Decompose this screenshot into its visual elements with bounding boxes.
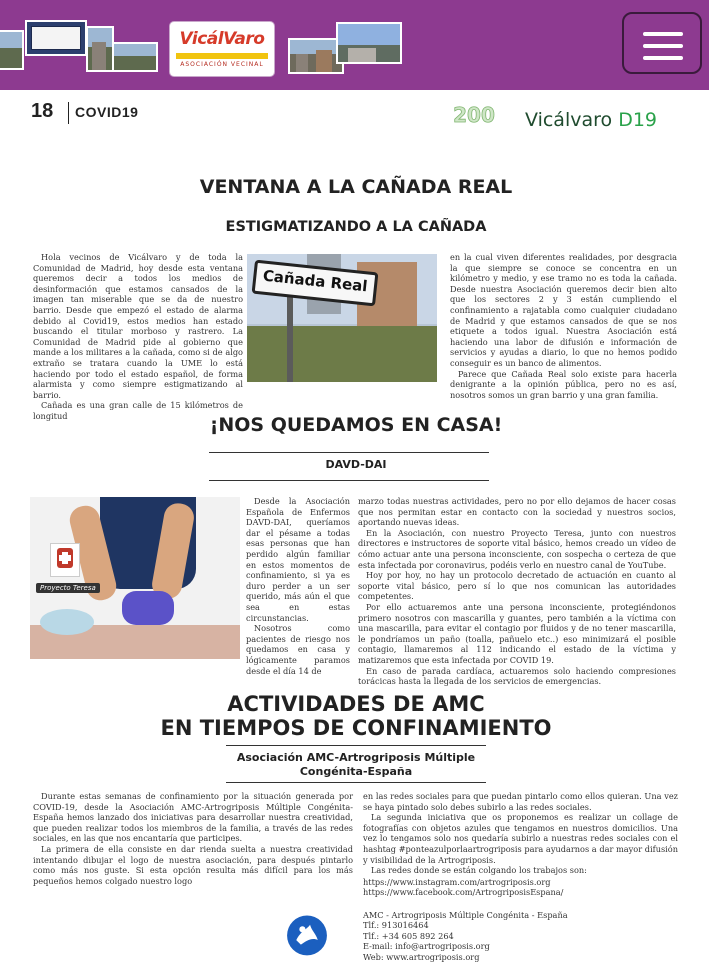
article1-column-right bbox=[450, 252, 677, 400]
banner-photo-street-sign bbox=[25, 20, 87, 56]
header-divider bbox=[68, 102, 69, 124]
paragraph: En caso de parada cardíaca, actuaremos solo haciendo compresiones torácicas hasta la llegada de los servicios de emergencias. bbox=[358, 665, 676, 687]
contact-email: E-mail: info@artrogriposis.org bbox=[363, 941, 490, 952]
article2-subtitle: DAVD-DAI bbox=[325, 458, 387, 471]
article1-column-left bbox=[33, 252, 243, 422]
contact-name: AMC - Artrogriposis Múltiple Congénita - España bbox=[363, 910, 568, 920]
paragraph: marzo todas nuestras actividades, pero no por ello dejamos de hacer cosas que nos permitan estar en contacto con la sociedad y nuestros socios, aportando nuevas ideas. bbox=[358, 496, 676, 528]
article2-rule-top bbox=[209, 452, 489, 453]
photo-caption: Proyecto Teresa bbox=[36, 583, 100, 593]
paragraph: La primera de ella consiste en dar rienda suelta a nuestra creatividad intentando dibujar el logo de nuestra asociación, para después pintarlo como más nos guste. Si esta opción resulta más difícil para los más pequeños hemos colgado nuestro logo bbox=[33, 843, 353, 886]
banner-photo-4 bbox=[112, 42, 158, 72]
logo-subtitle: ASOCIACIÓN VECINAL bbox=[180, 61, 264, 68]
page-section: COVID19 bbox=[75, 104, 139, 120]
paragraph: en la cual viven diferentes realidades, por desgracia la que siempre se conoce se concentra en un kilómetro y medio, y ese tramo no es toda la cañada. Desde nuestra Asociación queremos decir bien alto que los sectores 2 y 3 están cumpliendo el confinamiento a rajatabla como cualquier ciudadano de Madrid y que estamos cansados de que se nos etiquete a todos igual. Nuestra Asociación está haciendo una labor de difusión e información de servicios y ayudas a diario, lo que no hemos podido conseguir es un banco de alimentos. bbox=[450, 252, 677, 368]
paragraph: Por ello actuaremos ante una persona inconsciente, protegiéndonos primero nosotros con mascarilla y guantes, pero también a la víctima con una mascarilla, para evitar el contagio por fluidos y de no tener mascarilla, le pondríamos un paño (toalla, pañuelo etc..) eso minimizará el posible contagio, llamaremos al 112 indicando el estado de la víctima y matizaremos que esta infectada por COVID 19. bbox=[358, 601, 676, 665]
cpr-training-photo bbox=[30, 497, 240, 659]
amc-logo bbox=[279, 914, 335, 960]
paragraph: Hola vecinos de Vicálvaro y de toda la Comunidad de Madrid, hoy desde esta ventana queremos decir a todos los medios de desinformación que estamos cansados de la imagen tan miserable que se da de nuestro barrio. Desde que empezó el estado de alarma debido al Covid19, estos medios han estado buscando el titular morboso y rastrero. La Comunidad de Madrid pide al gobierno que mande a los militares a la cañada, como si de algo extraño se tratara cuando la UME lo está haciendo por todo el estado español, de forma alarmista y como siempre estigmatizando al barrio. bbox=[33, 252, 243, 400]
banner-photo-1 bbox=[0, 30, 24, 70]
logo-title: VicálVaro bbox=[179, 29, 265, 49]
paragraph: en las redes sociales para que puedan pintarlo como ellos quieran. Una vez se haya pintado solo debes subirlo a las redes sociales. bbox=[363, 791, 678, 812]
masthead bbox=[525, 109, 657, 131]
paragraph: Durante estas semanas de confinamiento por la situación generada por COVID-19, desde la Asociación AMC-Artrogriposis Múltiple Congénita-España hemos lanzado dos iniciativas para desarrollar nuestra creatividad, que pueden realizar todos los miembros de la familia, a través de las redes sociales, en las que nos encantaría que participes. bbox=[33, 791, 353, 844]
page-number: 18 bbox=[31, 100, 54, 122]
canada-real-photo bbox=[247, 254, 437, 382]
paragraph: La segunda iniciativa que os proponemos es realizar un collage de fotografías con objetos azules que tengamos en nuestros domicilios. Una vez lo tengamos solo nos quedaría subirlo a nuestras redes sociales con el hashtag #ponteazulporlaartrogriposis para ayudarnos a dar mayor difusión y visibilidad de la Artrogriposis. bbox=[363, 812, 678, 865]
masthead-name: Vicálvaro bbox=[525, 109, 613, 131]
article3-title-line1: ACTIVIDADES DE AMC bbox=[227, 692, 485, 716]
top-banner bbox=[0, 0, 709, 90]
banner-photo-3 bbox=[86, 26, 114, 72]
article2-column-left bbox=[246, 496, 350, 676]
contact-phone-1: Tlf.: 913016464 bbox=[363, 920, 429, 931]
anniversary-badge bbox=[449, 100, 499, 130]
vicalvaro-logo[interactable] bbox=[170, 22, 274, 76]
article3-column-left bbox=[33, 791, 353, 886]
article3-title-line2: EN TIEMPOS DE CONFINAMIENTO bbox=[160, 716, 552, 740]
article2-title: ¡NOS QUEDAMOS EN CASA! bbox=[209, 414, 503, 436]
facebook-link[interactable]: https://www.facebook.com/ArtrogriposisEspana/ bbox=[363, 887, 564, 898]
newspaper-page bbox=[13, 92, 699, 960]
article1-title: VENTANA A LA CAÑADA REAL bbox=[199, 176, 513, 198]
hamburger-menu-button[interactable] bbox=[622, 12, 702, 74]
paragraph: Desde la Asociación Española de Enfermos DAVD-DAI, queríamos dar el pésame a todas esas personas que han perdido algún familiar en estos momentos de confinamiento, si ya es duro perder a un ser querido, más aún el que sea en estas circunstancias. bbox=[246, 496, 350, 623]
paragraph: En la Asociación, con nuestro Proyecto Teresa, junto con nuestros directores e instructores de soporte vital básico, hemos creado un vídeo de cómo actuar ante una persona inconsciente, con sospecha o certeza de que esta infectada por coronavirus, podéis verlo en nuestro canal de YouTube. bbox=[358, 527, 676, 570]
contact-web: Web: www.artrogriposis.org bbox=[363, 951, 480, 962]
contact-block bbox=[363, 910, 623, 962]
banner-photo-6 bbox=[336, 22, 402, 64]
article3-subtitle-line2: Congénita-España bbox=[299, 765, 413, 778]
contact-phone-2: Tlf.: +34 605 892 264 bbox=[363, 930, 454, 941]
anniversary-text: 200 bbox=[453, 103, 495, 127]
paragraph: Nosotros como pacientes de riesgo nos quedamos en casa y lógicamente paramos desde el día 14 de bbox=[246, 623, 350, 676]
street-sign-text: Cañada Real bbox=[262, 266, 369, 296]
paragraph: Hoy por hoy, no hay un protocolo decretado de actuación en cuanto al soporte vital básico, pero sí lo que nos comunican las autoridades competentes. bbox=[358, 570, 676, 602]
article3-column-right bbox=[363, 791, 678, 898]
paragraph: Las redes donde se están colgando los trabajos son: bbox=[371, 865, 587, 876]
article3-subtitle-line1: Asociación AMC-Artrogriposis Múltiple bbox=[236, 751, 476, 764]
paragraph: Cañada es una gran calle de 15 kilómetros de longitud bbox=[33, 400, 243, 421]
instagram-link[interactable]: https://www.instagram.com/artrogriposis.org bbox=[363, 876, 551, 887]
paragraph: Parece que Cañada Real solo existe para hacerla denigrante a la opinión pública, pero no es así, nosotros somos un gran barrio y una gran familia. bbox=[450, 368, 677, 400]
article3-rule-bottom bbox=[226, 782, 486, 783]
article1-subtitle: ESTIGMATIZANDO A LA CAÑADA bbox=[225, 219, 487, 235]
article2-rule-bottom bbox=[209, 480, 489, 481]
article3-rule-top bbox=[226, 745, 486, 746]
masthead-issue: D19 bbox=[618, 109, 657, 131]
article2-column-right bbox=[358, 496, 676, 687]
